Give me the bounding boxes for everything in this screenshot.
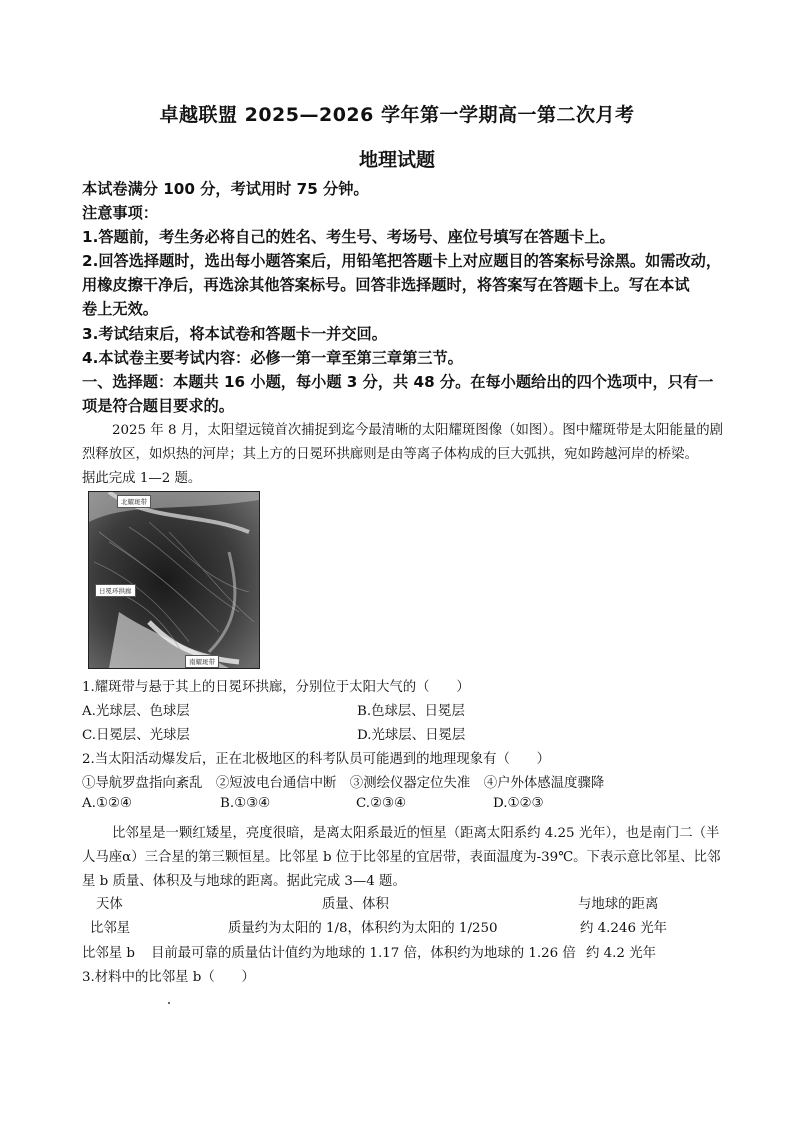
section-heading-line-2: 项是符合题目要求的。 [82, 397, 234, 415]
q2-option-b: B.①③④ [220, 796, 271, 811]
q2-option-d: D.①②③ [493, 796, 544, 811]
label-coronal-arcade: 日冕环拱廊 [95, 584, 136, 597]
label-south-flare-ribbon: 南耀斑带 [185, 655, 219, 668]
table-cell: 比邻星 b [82, 946, 135, 961]
passage1-line-3: 据此完成 1—2 题。 [82, 471, 202, 486]
section-heading-line-1: 一、选择题：本题共 16 小题，每小题 3 分，共 48 分。在每小题给出的四个选项中，只有一 [82, 373, 714, 391]
table-cell: 约 4.2 光年 [586, 946, 656, 961]
notice-item-2-line-2: 用橡皮擦干净后，再选涂其他答案标号。回答非选择题时，将答案写在答题卡上。写在本试 [82, 276, 690, 294]
q2-stem: 2.当太阳活动爆发后，正在北极地区的科考队员可能遇到的地理现象有（ ） [82, 752, 551, 767]
table-cell: 比邻星 [90, 921, 131, 936]
notice-item-2-line-3: 卷上无效。 [82, 300, 158, 318]
q3-stem: 3.材料中的比邻星 b（ ） [82, 970, 255, 985]
q1-stem: 1.耀斑带与悬于其上的日冕环拱廊，分别位于太阳大气的（ ） [82, 680, 470, 695]
notice-item-3: 3.考试结束后，将本试卷和答题卡一并交回。 [82, 325, 387, 343]
score-line: 本试卷满分 100 分，考试用时 75 分钟。 [82, 180, 369, 198]
passage1-line-1: 2025 年 8 月，太阳望远镜首次捕捉到迄今最清晰的太阳耀斑图像（如图）。图中耀斑带是太阳能量的剧 [112, 423, 724, 438]
solar-flare-image [89, 492, 259, 668]
passage2-line-2: 人马座α）三合星的第三颗恒星。比邻星 b 位于比邻星的宜居带，表面温度为-39℃。下表示意比邻星、比邻 [82, 850, 721, 865]
table-header-distance: 与地球的距离 [578, 897, 659, 912]
q1-option-d: D.光球层、日冕层 [357, 728, 466, 743]
subject-title: 地理试题 [358, 149, 435, 171]
notice-item-2-line-1: 2.回答选择题时，选出每小题答案后，用铅笔把答题卡上对应题目的答案标号涂黑。如需改动， [82, 252, 722, 270]
passage2-line-3: 星 b 质量、体积及与地球的距离。据此完成 3—4 题。 [82, 874, 406, 889]
label-north-flare-ribbon: 北耀斑带 [117, 495, 151, 508]
passage1-line-2: 烈释放区，如炽热的河岸；其上方的日冕环拱廊则是由等离子体构成的巨大弧拱，宛如跨越河岸的桥梁。 [82, 447, 698, 462]
scan-speck [168, 1002, 170, 1004]
table-header-mass-volume: 质量、体积 [322, 897, 389, 912]
q2-statements: ①导航罗盘指向紊乱 ②短波电台通信中断 ③测绘仪器定位失准 ④户外体感温度骤降 [82, 776, 605, 791]
solar-flare-figure [88, 491, 260, 669]
q1-option-a: A.光球层、色球层 [82, 704, 190, 719]
table-cell: 约 4.246 光年 [580, 921, 668, 936]
notice-title: 注意事项： [82, 204, 158, 222]
table-cell: 目前最可靠的质量估计值约为地球的 1.17 倍，体积约为地球的 1.26 倍 [151, 946, 576, 961]
q1-option-c: C.日冕层、光球层 [82, 728, 190, 743]
notice-item-4: 4.本试卷主要考试内容：必修一第一章至第三章第三节。 [82, 349, 463, 367]
exam-title: 卓越联盟 2025—2026 学年第一学期高一第二次月考 [159, 104, 635, 126]
table-header-body: 天体 [96, 897, 123, 912]
table-cell: 质量约为太阳的 1/8，体积约为太阳的 1/250 [228, 921, 498, 936]
q2-option-a: A.①②④ [82, 796, 132, 811]
q2-option-c: C.②③④ [356, 796, 407, 811]
q1-option-b: B.色球层、日冕层 [357, 704, 465, 719]
passage2-line-1: 比邻星是一颗红矮星，亮度很暗，是离太阳系最近的恒星（距离太阳系约 4.25 光年），也是南门二（半 [112, 826, 720, 841]
notice-item-1: 1.答题前，考生务必将自己的姓名、考生号、考场号、座位号填写在答题卡上。 [82, 228, 615, 246]
